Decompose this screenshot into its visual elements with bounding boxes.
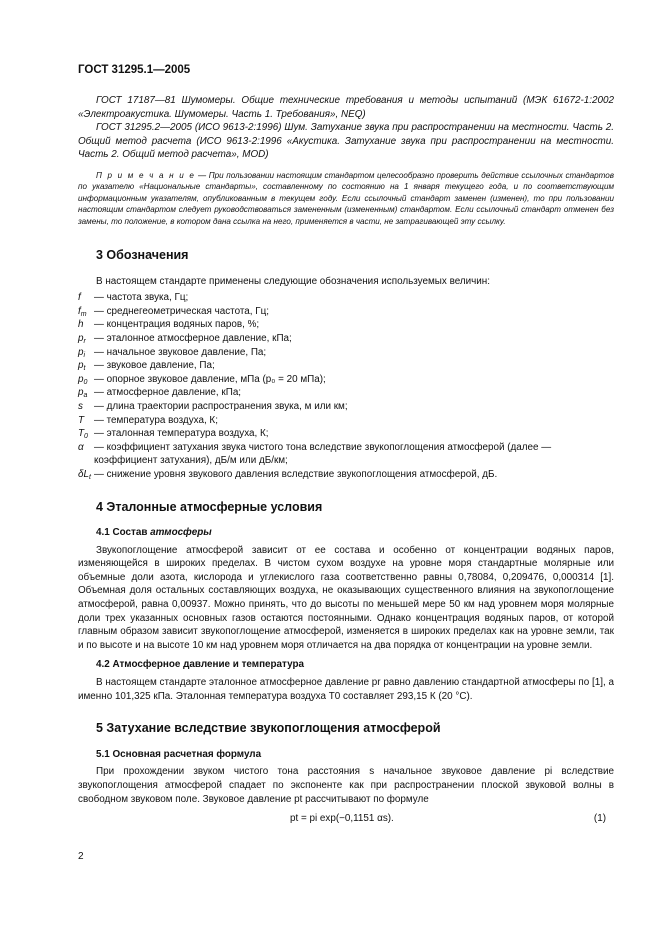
symbol-definition: — длина траектории распространения звука, м или км;	[94, 400, 348, 412]
document-body	[78, 94, 614, 828]
symbol-definition: — снижение уровня звукового давления вследствие звукопоглощения атмосферой, дБ.	[94, 468, 498, 480]
symbol-row	[78, 468, 614, 482]
symbol: $p_0$	[78, 373, 88, 386]
symbol-row	[78, 318, 614, 332]
symbol: $p_r$	[78, 332, 86, 345]
symbol: s	[78, 400, 83, 412]
paragraph-4-2: В настоящем стандарте эталонное атмосферное давление pr равно давлению стандартной атмосферы по [1], а именно 101,325 кПа. Эталонная температура воздуха T0 составляет 293,15 К (20 °С).	[78, 677, 614, 702]
symbol-row	[78, 427, 614, 441]
symbol-definition: — атмосферное давление, кПа;	[94, 387, 242, 399]
symbol-definition: — температура воздуха, К;	[94, 414, 218, 426]
page-number: 2	[78, 851, 84, 862]
symbols-list	[78, 291, 614, 481]
symbol: T	[78, 414, 85, 426]
subsection-4-1-heading	[78, 526, 614, 540]
normative-reference: ГОСТ 31295.2—2005 (ИСО 9613-2:1996) Шум. Затухание звука при распространении на местности. Часть 2. Общий метод расчета (ИСО 9613-2:1996 «Акустика. Затухание звука при распространении на местности. Часть 2. Общий метод расчета», MOD)	[78, 122, 614, 161]
symbol-definition: — коэффициент затухания звука чистого тона вследствие звукопоглощения атмосферой (далее — коэффициент затухания), дБ/м или дБ/км;	[94, 441, 552, 467]
subsection-4-2-heading: 4.2 Атмосферное давление и температура	[96, 659, 305, 671]
formula-expression: pt = pi exp(−0,1151 αs).	[290, 813, 394, 825]
section-3-heading: 3 Обозначения	[96, 248, 189, 262]
symbol-row	[78, 441, 614, 468]
paragraph-4-1: Звукопоглощение атмосферой зависит от ее состава и особенно от концентрации водяных паров, изменяющейся в широких пределах. В чистом сухом воздухе на уровне моря стандартные молярные или объемные доли азота, кислорода и углекислого газа соответственно равны 0,78084, 0,209476, 0,000314 [1]. Объемная доля остальных составляющих воздуха, не оказывающих существенного влияния на звукопоглощение атмосферой, равна 0,00937. Можно принять, что до высоты по меньшей мере 50 км над уровнем моря молярные доли трех указанных основных газов остаются постоянными. Однако концентрация водяных паров, от которой главным образом зависит звукопоглощение атмосферой, изменяется в широких пределах как на уровне земли, так и по высоте и на высоте 10 км над уровнем моря отличается на два порядка от концентрации на уровне земли.	[78, 544, 614, 651]
formula-1	[78, 812, 614, 828]
document-header: ГОСТ 31295.1—2005	[78, 64, 191, 76]
symbol-definition: — звуковое давление, Па;	[94, 360, 215, 372]
symbol-definition: — эталонное атмосферное давление, кПа;	[94, 332, 292, 344]
formula-number: (1)	[593, 813, 606, 825]
symbol: $p_i$	[78, 346, 86, 359]
symbol-definition: — частота звука, Гц;	[94, 292, 189, 304]
symbol-definition: — опорное звуковое давление, мПа (p₀ = 20 мПа);	[94, 373, 326, 385]
symbol-row	[78, 373, 614, 387]
symbol-row	[78, 414, 614, 428]
symbol: $f_m$	[78, 305, 87, 318]
symbol: $p_t$	[78, 360, 86, 373]
symbol-definition: — начальное звуковое давление, Па;	[94, 346, 267, 358]
subsection-4-1-title: 4.1 Состав	[96, 527, 151, 539]
symbol: $T_0$	[78, 428, 88, 441]
symbol-row	[78, 305, 614, 319]
symbol: h	[78, 319, 84, 331]
symbol: $p_a$	[78, 387, 88, 400]
symbol-definition: — среднегеометрическая частота, Гц;	[94, 305, 269, 317]
normative-reference: ГОСТ 17187—81 Шумомеры. Общие технические требования и методы испытаний (МЭК 61672-1:2002 «Электроакустика. Шумомеры. Часть 1. Требования», NEQ)	[78, 95, 614, 120]
subsection-5-1-heading: 5.1 Основная расчетная формула	[96, 748, 262, 760]
symbol-definition: — концентрация водяных паров, %;	[94, 319, 260, 331]
symbol-row	[78, 291, 614, 305]
section-5-heading: 5 Затухание вследствие звукопоглощения атмосферой	[96, 721, 441, 736]
symbol: f	[78, 292, 81, 304]
symbol-definition: — эталонная температура воздуха, К;	[94, 428, 269, 440]
subsection-4-1-title-italic: атмосферы	[150, 527, 212, 539]
symbol-row	[78, 386, 614, 400]
symbol: $\delta L_t$	[78, 468, 91, 481]
note-text: — При пользовании настоящим стандартом целесообразно проверить действие ссылочных стандартов по указателю «Национальные стандарты», составленному по состоянию на 1 января текущего года, и по соответствующим информационным указателям, опубликованным в текущем году. Если ссылочный стандарт заменен (изменен), то при пользовании настоящим стандартом следует руководствоваться замененным (измененным) стандартом. Если ссылочный стандарт отменен без замены, то положение, в котором дана ссылка на него, применяется в части, не затрагивающей эту ссылку.	[78, 170, 614, 226]
note-label: П р и м е ч а н и е	[96, 170, 196, 180]
symbol-row	[78, 359, 614, 373]
symbol-row	[78, 332, 614, 346]
symbol-row	[78, 400, 614, 414]
section-3-intro: В настоящем стандарте применены следующие обозначения используемых величин:	[96, 275, 491, 287]
symbol-row	[78, 346, 614, 360]
note-paragraph	[78, 170, 614, 227]
section-4-heading: 4 Эталонные атмосферные условия	[96, 499, 323, 514]
symbol: α	[78, 441, 84, 453]
paragraph-5-1: При прохождении звуком чистого тона расстояния s начальное звуковое давление pi вследствие звукопоглощения атмосферой спадает по экспоненте как при распространении плоской звуковой волны в свободном звуковом поле. Звуковое давление pt рассчитывают по формуле	[78, 766, 614, 805]
